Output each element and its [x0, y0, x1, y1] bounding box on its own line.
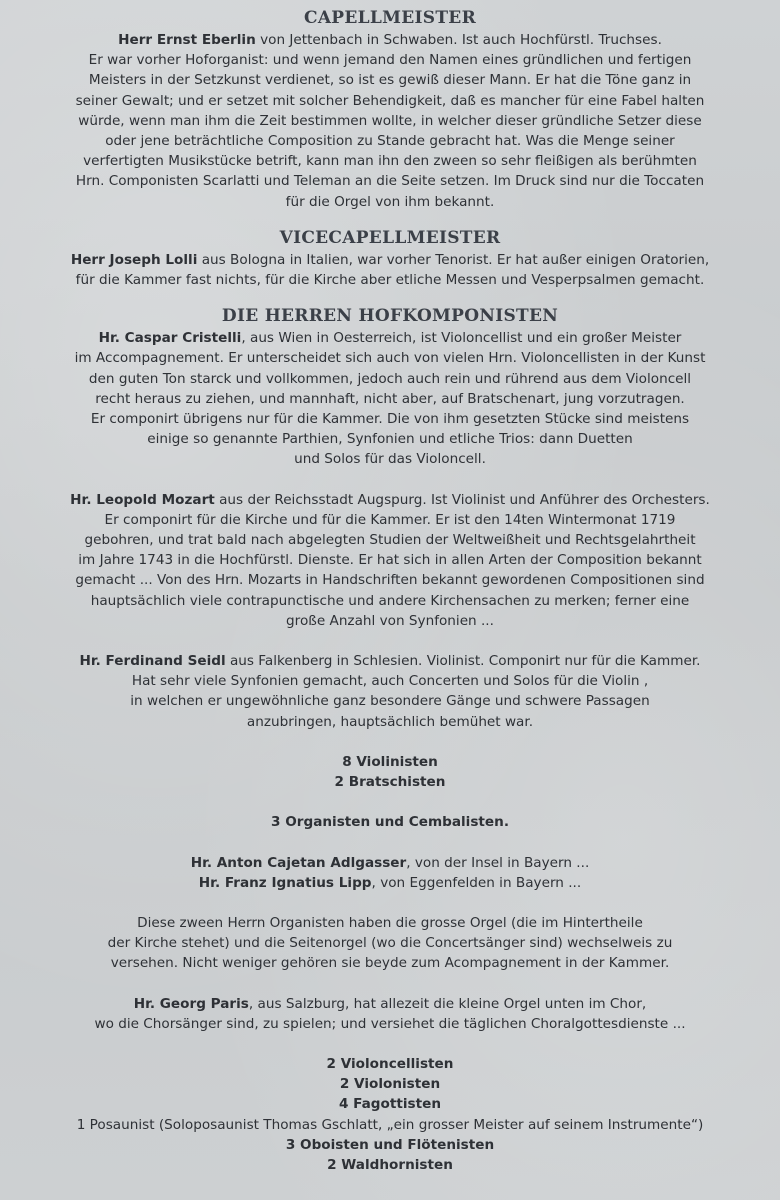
- line-text: im Jahre 1743 in die Hochfürstl. Dienste. Er hat sich in allen Arten der Composition bekannt: [78, 552, 702, 569]
- text-line: [20, 712, 760, 732]
- text-line: [20, 651, 760, 671]
- line-text: würde, wenn man ihm die Zeit bestimmen wollte, in welcher dieser gründliche Setzer diese: [78, 112, 702, 129]
- line-text: hauptsächlich viele contrapunctische und andere Kirchensachen zu merken; ferner eine: [90, 592, 690, 609]
- text-line: [20, 1115, 760, 1135]
- text-line: [20, 1054, 760, 1074]
- text-line: [20, 591, 760, 611]
- line-text: versehen. Nicht weniger gehören sie beyde zum Acompagnement in der Kammer.: [110, 955, 670, 972]
- bold-name: Herr Ernst Eberlin: [118, 32, 256, 48]
- bold-name: Hr. Franz Ignatius Lipp: [198, 874, 372, 891]
- organists-heading: [20, 812, 760, 832]
- text-line: [20, 50, 760, 70]
- line-text: seiner Gewalt; und er setzet mit solcher Behendigkeit, daß es mancher für eine Fabel halten: [75, 92, 705, 109]
- paragraph-paris: [20, 994, 760, 1034]
- line-text: im Accompagnement. Er unterscheidet sich auch von vielen Hrn. Violoncellisten in der Kunst: [74, 350, 706, 367]
- text-line: [20, 611, 760, 631]
- line-text: einige so genannte Parthien, Synfonien und etliche Trios: dann Duetten: [147, 431, 633, 448]
- text-line: [20, 953, 760, 973]
- line-text: den guten Ton starck und vollkommen, jedoch auch rein und rührend aus dem Violoncell: [88, 370, 692, 387]
- text-line: [20, 192, 760, 212]
- text-line: [20, 1155, 760, 1175]
- line-text: große Anzahl von Synfonien ...: [286, 612, 494, 629]
- line-text: , aus Wien in Oesterreich, ist Violoncellist und ein großer Meister: [241, 330, 682, 347]
- text-line: [20, 409, 760, 429]
- line-text: gebohren, und trat bald nach abgelegten Studien der Weltweißheit und Rechtsgelahrtheit: [84, 532, 696, 549]
- text-line: [20, 873, 760, 893]
- section-capellmeister: [20, 30, 760, 212]
- line-text: Er war vorher Hoforganist: und wenn jemand den Namen eines gründlichen und fertigen: [88, 52, 692, 69]
- bold-name: 8 Violinisten: [342, 753, 438, 770]
- text-line: [20, 91, 760, 111]
- line-text: aus Bologna in Italien, war vorher Tenorist. Er hat außer einigen Oratorien,: [197, 251, 710, 268]
- paragraph-cristelli: [20, 328, 760, 469]
- bold-name: Hr. Georg Paris: [133, 995, 249, 1012]
- text-line: [20, 151, 760, 171]
- violin-group: [20, 752, 760, 792]
- bold-name: 2 Waldhornisten: [327, 1156, 453, 1173]
- text-line: [20, 772, 760, 792]
- line-text: 1 Posaunist (Soloposaunist Thomas Gschlatt, „ein grosser Meister auf seinem Instrumente“): [76, 1116, 704, 1133]
- text-line: [20, 933, 760, 953]
- line-text: , von Eggenfelden in Bayern ...: [371, 874, 582, 891]
- text-line: [20, 570, 760, 590]
- bold-name: 3 Oboisten und Flötenisten: [285, 1136, 495, 1153]
- text-line: [20, 449, 760, 469]
- text-line: [20, 913, 760, 933]
- text-line: [20, 70, 760, 90]
- bold-name: 2 Violonisten: [339, 1076, 441, 1093]
- line-text: Diese zween Herrn Organisten haben die grosse Orgel (die im Hintertheile: [137, 914, 643, 931]
- text-line: [20, 429, 760, 449]
- line-text: anzubringen, hauptsächlich bemühet war.: [246, 713, 534, 730]
- line-text: Meisters in der Setzkunst verdienet, so ist es gewiß dieser Mann. Er hat die Töne ganz in: [88, 72, 692, 89]
- line-text: Hat sehr viele Synfonien gemacht, auch Concerten und Solos für die Violin ,: [131, 673, 649, 690]
- text-line: [20, 812, 760, 832]
- text-line: [20, 853, 760, 873]
- text-line: [20, 111, 760, 131]
- bold-name: 4 Fagottisten: [338, 1096, 442, 1113]
- section-vicecapellmeister: [20, 250, 760, 290]
- text-line: [20, 270, 760, 290]
- line-text: der Kirche stehet) und die Seitenorgel (wo die Concertsänger sind) wechselweis zu: [107, 935, 673, 952]
- text-line: [20, 752, 760, 772]
- paragraph-mozart: [20, 490, 760, 631]
- text-line: [20, 171, 760, 191]
- text-line: [20, 389, 760, 409]
- text-line: [20, 328, 760, 348]
- line-text: und Solos für das Violoncell.: [294, 451, 486, 468]
- line-text: für die Orgel von ihm bekannt.: [285, 193, 495, 210]
- line-text: wo die Chorsänger sind, zu spielen; und versiehet die täglichen Choralgottesdienste ...: [94, 1015, 686, 1032]
- line-text: , aus Salzburg, hat allezeit die kleine Orgel unten im Chor,: [248, 995, 647, 1012]
- ensemble-list: [20, 1054, 760, 1175]
- bold-name: Herr Joseph Lolli: [70, 251, 198, 268]
- line-text: oder jene beträchtliche Composition zu Stande gebracht hat. Was die Menge seiner: [105, 133, 675, 150]
- heading-vicecapellmeister: VICECAPELLMEISTER: [279, 227, 501, 248]
- text-line: [20, 994, 760, 1014]
- line-text: für die Kammer fast nichts, für die Kirche aber etliche Messen und Vesperpsalmen gemacht.: [75, 272, 705, 289]
- text-line: [20, 550, 760, 570]
- text-line: [20, 348, 760, 368]
- organists-list: [20, 853, 760, 893]
- line-text: aus der Reichsstadt Augspurg. Ist Violinist und Anführer des Orchesters.: [214, 491, 710, 508]
- paragraph-seidl: [20, 651, 760, 732]
- text-line: [20, 490, 760, 510]
- line-text: in welchen er ungewöhnliche ganz besondere Gänge und schwere Passagen: [130, 693, 650, 710]
- text-line: [20, 131, 760, 151]
- text-line: [20, 30, 760, 50]
- line-text: recht heraus zu ziehen, und mannhaft, nicht aber, auf Bratschenart, jung vorzutragen.: [95, 390, 685, 407]
- bold-name: 2 Bratschisten: [334, 774, 446, 791]
- text-line: [20, 671, 760, 691]
- text-line: [20, 1135, 760, 1155]
- bold-name: Hr. Leopold Mozart: [70, 491, 215, 508]
- text-line: [20, 369, 760, 389]
- paragraph-organists-note: [20, 913, 760, 974]
- text-line: [20, 691, 760, 711]
- bold-name: Hr. Anton Cajetan Adlgasser: [190, 854, 407, 871]
- text-line: [20, 1014, 760, 1034]
- text-line: [20, 510, 760, 530]
- text-line: [20, 1094, 760, 1114]
- heading-hofkomponisten: DIE HERREN HOFKOMPONISTEN: [221, 306, 559, 327]
- text-line: [20, 1074, 760, 1094]
- text-line: [20, 530, 760, 550]
- heading-capellmeister: CAPELLMEISTER: [303, 8, 476, 28]
- line-text: Er componirt für die Kirche und für die Kammer. Er ist den 14ten Wintermonat 1719: [104, 511, 676, 528]
- bold-name: Hr. Ferdinand Seidl: [79, 653, 226, 670]
- bold-name: 3 Organisten und Cembalisten.: [271, 814, 509, 831]
- line-text: aus Falkenberg in Schlesien. Violinist. Componirt nur für die Kammer.: [225, 653, 701, 670]
- line-text: gemacht ... Von des Hrn. Mozarts in Handschriften bekannt gewordenen Compositionen sind: [75, 572, 705, 589]
- line-text: Er componirt übrigens nur für die Kammer. Die von ihm gesetzten Stücke sind meistens: [90, 411, 690, 428]
- bold-name: 2 Violoncellisten: [326, 1055, 454, 1072]
- line-text: von Jettenbach in Schwaben. Ist auch Hochfürstl. Truchses.: [255, 32, 662, 48]
- text-line: [20, 250, 760, 270]
- line-text: Hrn. Componisten Scarlatti und Teleman an die Seite setzen. Im Druck sind nur die Toccaten: [75, 173, 705, 190]
- line-text: verfertigten Musikstücke betrift, kann man ihn den zween so sehr fleißigen als berühmten: [83, 153, 697, 170]
- bold-name: Hr. Caspar Cristelli: [98, 330, 242, 347]
- line-text: , von der Insel in Bayern ...: [406, 854, 590, 871]
